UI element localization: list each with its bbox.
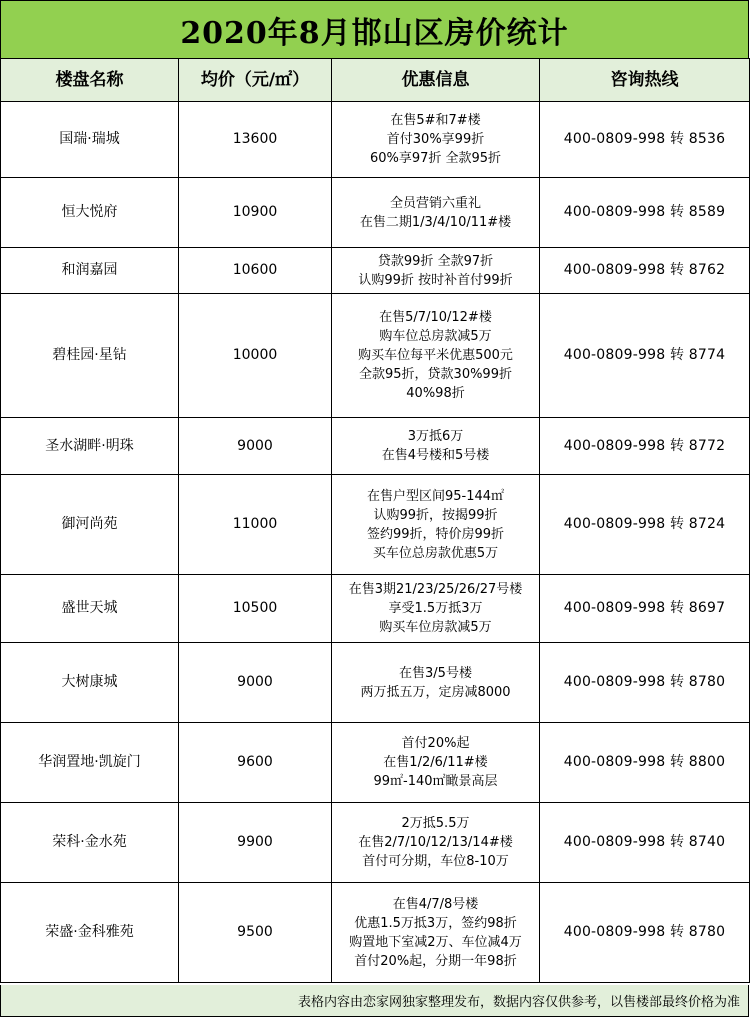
promo-line: 2万抵5.5万 bbox=[401, 816, 470, 831]
promo-line: 在售户型区间95-144㎡ bbox=[366, 488, 505, 504]
promo-line: 在售4/7/8号楼 bbox=[392, 896, 479, 912]
avg-price: 10500 bbox=[179, 575, 332, 643]
table-row bbox=[1, 723, 750, 803]
promo-line: 买车位总房款优惠5万 bbox=[372, 545, 499, 561]
header-name: 楼盘名称 bbox=[1, 59, 179, 102]
promo-info bbox=[332, 643, 540, 723]
avg-price: 11000 bbox=[179, 475, 332, 575]
avg-price: 9600 bbox=[179, 723, 332, 803]
project-name: 御河尚苑 bbox=[1, 475, 179, 575]
promo-line: 签约99折，特价房99折 bbox=[366, 526, 505, 542]
footer-note: 表格内容由恋家网独家整理发布，数据内容仅供参考，以售楼部最终价格为准 bbox=[0, 985, 749, 1017]
table-row bbox=[1, 803, 750, 883]
hotline: 400-0809-998 转 8697 bbox=[540, 575, 750, 643]
header-phone: 咨询热线 bbox=[540, 59, 750, 102]
promo-line: 在售3期21/23/25/26/27号楼 bbox=[348, 582, 523, 597]
table-row bbox=[1, 294, 750, 418]
hotline: 400-0809-998 转 8589 bbox=[540, 178, 750, 248]
promo-info bbox=[332, 883, 540, 983]
project-name: 荣科·金水苑 bbox=[1, 803, 179, 883]
promo-line: 认购99折，按揭99折 bbox=[373, 507, 498, 523]
avg-price: 9500 bbox=[179, 883, 332, 983]
promo-line: 购车位总房款减5万 bbox=[379, 329, 492, 344]
header-price: 均价（元/㎡） bbox=[179, 59, 332, 102]
page-title: 2020年8月邯山区房价统计 bbox=[0, 0, 749, 59]
avg-price: 9000 bbox=[179, 418, 332, 475]
promo-line: 全员营销六重礼 bbox=[389, 195, 481, 211]
promo-info bbox=[332, 803, 540, 883]
hotline: 400-0809-998 转 8774 bbox=[540, 294, 750, 418]
promo-line: 全款95折，贷款30%99折 bbox=[359, 367, 512, 382]
price-table bbox=[0, 58, 750, 983]
project-name: 荣盛·金科雅苑 bbox=[1, 883, 179, 983]
avg-price: 10600 bbox=[179, 248, 332, 294]
promo-line: 贷款99折 全款97折 bbox=[377, 253, 494, 269]
promo-line: 在售5#和7#楼 bbox=[390, 113, 481, 128]
project-name: 盛世天城 bbox=[1, 575, 179, 643]
promo-line: 99㎡-140㎡瞰景高层 bbox=[373, 774, 498, 789]
header-promo: 优惠信息 bbox=[332, 59, 540, 102]
table-header-row bbox=[1, 59, 750, 102]
promo-line: 在售4号楼和5号楼 bbox=[381, 448, 490, 463]
promo-line: 认购99折 按时补首付99折 bbox=[358, 272, 513, 288]
table-row bbox=[1, 178, 750, 248]
table-row bbox=[1, 883, 750, 983]
hotline: 400-0809-998 转 8800 bbox=[540, 723, 750, 803]
project-name: 华润置地·凯旋门 bbox=[1, 723, 179, 803]
hotline: 400-0809-998 转 8780 bbox=[540, 643, 750, 723]
table-row bbox=[1, 248, 750, 294]
project-name: 碧桂园·星钻 bbox=[1, 294, 179, 418]
promo-line: 首付20%起，分期一年98折 bbox=[354, 953, 517, 969]
promo-info bbox=[332, 294, 540, 418]
promo-info bbox=[332, 575, 540, 643]
promo-line: 优惠1.5万抵3万，签约98折 bbox=[354, 915, 517, 931]
promo-line: 首付20%起 bbox=[401, 736, 470, 751]
promo-info bbox=[332, 475, 540, 575]
promo-line: 在售5/7/10/12#楼 bbox=[379, 310, 492, 325]
promo-info bbox=[332, 178, 540, 248]
project-name: 国瑞·瑞城 bbox=[1, 102, 179, 178]
avg-price: 9900 bbox=[179, 803, 332, 883]
promo-line: 在售3/5号楼 bbox=[399, 665, 472, 681]
promo-line: 购置地下室减2万、车位减4万 bbox=[349, 934, 522, 950]
avg-price: 13600 bbox=[179, 102, 332, 178]
promo-line: 3万抵6万 bbox=[407, 429, 464, 444]
hotline: 400-0809-998 转 8762 bbox=[540, 248, 750, 294]
promo-line: 购买车位房款减5万 bbox=[379, 620, 492, 635]
promo-line: 首付30%享99折 bbox=[386, 132, 485, 147]
table-row bbox=[1, 575, 750, 643]
table-row bbox=[1, 102, 750, 178]
table-row bbox=[1, 418, 750, 475]
promo-line: 在售2/7/10/12/13/14#楼 bbox=[358, 835, 513, 850]
project-name: 圣水湖畔·明珠 bbox=[1, 418, 179, 475]
table-row bbox=[1, 475, 750, 575]
avg-price: 10900 bbox=[179, 178, 332, 248]
promo-info bbox=[332, 102, 540, 178]
promo-info bbox=[332, 418, 540, 475]
hotline: 400-0809-998 转 8536 bbox=[540, 102, 750, 178]
promo-info bbox=[332, 248, 540, 294]
avg-price: 9000 bbox=[179, 643, 332, 723]
promo-line: 60%享97折 全款95折 bbox=[369, 151, 502, 166]
promo-line: 购买车位每平米优惠500元 bbox=[358, 348, 513, 363]
project-name: 恒大悦府 bbox=[1, 178, 179, 248]
table-row bbox=[1, 643, 750, 723]
promo-line: 两万抵五万，定房减8000 bbox=[360, 684, 511, 700]
hotline: 400-0809-998 转 8740 bbox=[540, 803, 750, 883]
promo-line: 40%98折 bbox=[406, 386, 465, 401]
avg-price: 10000 bbox=[179, 294, 332, 418]
hotline: 400-0809-998 转 8780 bbox=[540, 883, 750, 983]
hotline: 400-0809-998 转 8772 bbox=[540, 418, 750, 475]
hotline: 400-0809-998 转 8724 bbox=[540, 475, 750, 575]
promo-line: 在售二期1/3/4/10/11#楼 bbox=[359, 214, 512, 230]
promo-info bbox=[332, 723, 540, 803]
project-name: 大树康城 bbox=[1, 643, 179, 723]
promo-line: 享受1.5万抵3万 bbox=[388, 601, 483, 616]
promo-line: 首付可分期，车位8-10万 bbox=[362, 854, 509, 869]
project-name: 和润嘉园 bbox=[1, 248, 179, 294]
promo-line: 在售1/2/6/11#楼 bbox=[383, 755, 488, 770]
